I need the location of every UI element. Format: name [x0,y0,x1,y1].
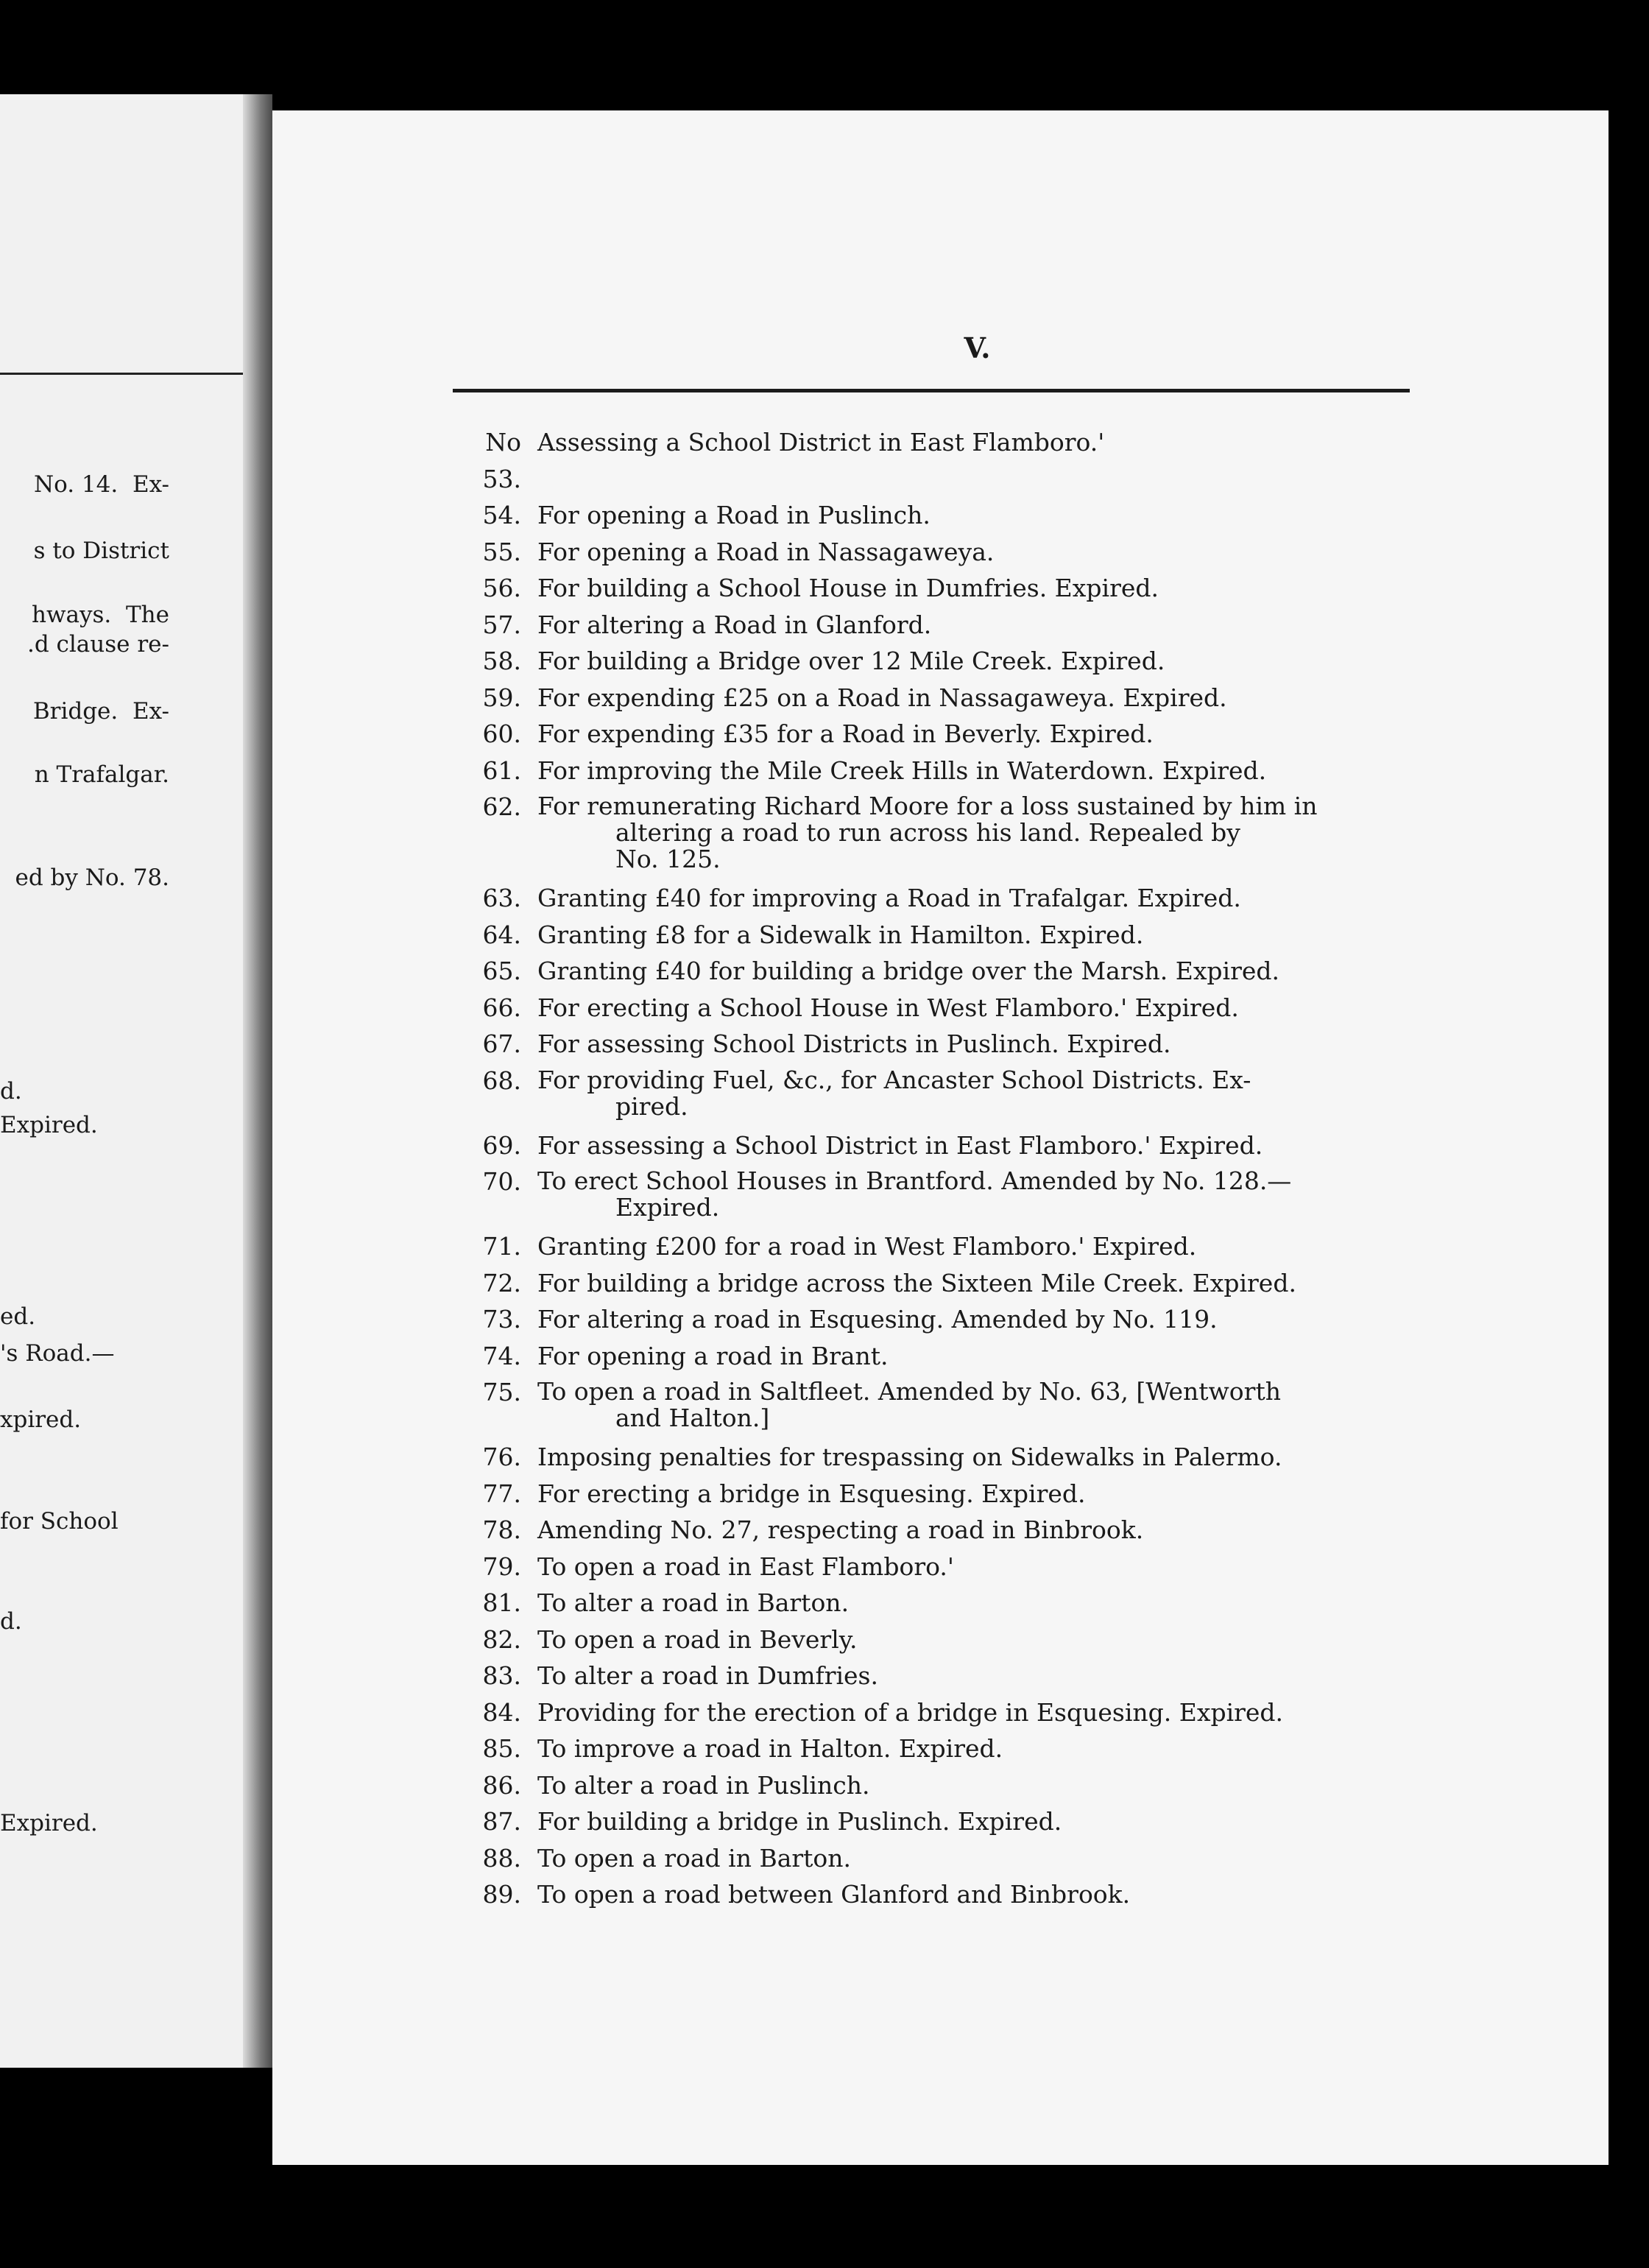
bylaw-entry [449,680,1450,716]
bylaw-description [537,1876,1450,1913]
bylaw-entry [449,1301,1450,1338]
bylaw-number: 58. [482,647,521,675]
bylaw-description-line: Providing for the erection of a bridge in Esquesing. Expired. [537,1697,1284,1727]
bylaw-description-line: To alter a road in Puslinch. [537,1770,870,1800]
bylaw-description [537,1026,1450,1063]
bylaw-entry [449,1803,1450,1840]
bylaw-description-line: For opening a road in Brant. [537,1341,889,1370]
bylaw-description-line: Granting £200 for a road in West Flamboro.' Expired. [537,1232,1197,1261]
bylaw-description-line: For building a School House in Dumfries. Expired. [537,574,1159,602]
bylaw-description-continuation: and Halton.] [615,1404,770,1432]
left-fragment-line: s to District [33,538,169,564]
bylaw-entry [449,789,1450,880]
bylaw-entry [449,990,1450,1026]
bylaw-number: No 53. [482,428,521,493]
bylaw-number: 85. [482,1734,521,1763]
bylaw-description [537,1767,1450,1804]
bylaw-description-line: For improving the Mile Creek Hills in Waterdown. Expired. [537,756,1267,785]
bylaw-description [537,1127,1450,1164]
bylaw-number: 74. [482,1341,521,1370]
bylaw-entry [449,424,1450,497]
bylaw-entry [449,570,1450,607]
bylaw-description [537,1694,1450,1731]
bylaw-entry [449,607,1450,644]
bylaw-description [537,1658,1450,1694]
bylaw-number: 79. [482,1552,521,1581]
bylaw-number: 56. [482,574,521,602]
bylaw-entry [449,1730,1450,1767]
bylaw-description-line: For expending £25 on a Road in Nassagaweya. Expired. [537,683,1227,712]
bylaw-description [537,753,1450,789]
bylaw-description [537,716,1450,753]
document-page [272,110,1609,2165]
bylaw-number: 55. [482,537,521,566]
bylaw-entry [449,1374,1450,1439]
left-fragment-line: Expired. [0,1810,98,1836]
bylaw-entry [449,1338,1450,1375]
bylaw-entry [449,1512,1450,1549]
bylaw-description [537,1338,1450,1375]
bylaw-number: 61. [482,756,521,785]
bylaw-entry [449,1549,1450,1585]
bylaw-number: 73. [482,1305,521,1334]
bylaw-entry [449,534,1450,571]
bylaw-description-line: For opening a Road in Puslinch. [537,501,931,529]
left-fragment-line: hways. The [32,602,169,628]
bylaw-description-continuation: No. 125. [615,845,721,873]
bylaw-number: 82. [482,1624,521,1654]
left-fragment-line: 's Road.— [0,1340,115,1367]
bylaw-number: 66. [482,993,521,1022]
bylaw-description-line: To alter a road in Barton. [537,1588,850,1617]
bylaw-description [537,1228,1450,1265]
left-fragment-line: .d clause re- [27,631,169,658]
bylaw-entry [449,1063,1450,1127]
bylaw-description [537,497,1450,534]
bylaw-description-line: To open a road between Glanford and Binbrook. [537,1880,1131,1909]
left-fragment-line: Bridge. Ex- [32,698,169,725]
bylaw-description [537,1374,1450,1439]
bylaw-number: 89. [482,1880,521,1909]
book-gutter [243,94,272,2068]
bylaw-description-line: For expending £35 for a Road in Beverly. Expired. [537,719,1154,748]
left-fragment-line: for School [0,1508,119,1535]
bylaw-entry [449,1476,1450,1512]
bylaw-description [537,424,1450,461]
bylaw-number: 86. [482,1770,521,1800]
bylaw-description-line: Amending No. 27, respecting a road in Binbrook. [537,1515,1144,1544]
bylaw-number: 62. [482,792,521,821]
bylaw-description [537,1621,1450,1658]
bylaw-entry [449,716,1450,753]
left-fragment-line: d. [0,1608,22,1635]
bylaw-number: 71. [482,1232,521,1261]
bylaw-entry [449,1127,1450,1164]
bylaw-description [537,680,1450,716]
bylaw-description [537,917,1450,954]
bylaw-entry [449,1163,1450,1228]
bylaw-description [537,880,1450,917]
bylaw-description-line: To alter a road in Dumfries. [537,1661,878,1690]
bylaw-description-line: For erecting a School House in West Flamboro.' Expired. [537,993,1239,1022]
bylaw-number: 65. [482,957,521,985]
header-rule [453,389,1410,392]
bylaw-entry [449,1439,1450,1476]
bylaw-description-line: To open a road in Barton. [537,1843,852,1873]
bylaw-number: 68. [482,1066,521,1095]
bylaw-description-line: Granting £40 for building a bridge over the Marsh. Expired. [537,957,1280,985]
bylaw-entry [449,1658,1450,1694]
left-fragment-line: ed. [0,1303,36,1330]
bylaw-entry [449,880,1450,917]
bylaw-number: 81. [482,1588,521,1617]
left-fragment-line: xpired. [0,1406,82,1433]
bylaw-number: 57. [482,610,521,639]
bylaw-description-line: For opening a Road in Nassagaweya. [537,537,995,566]
bylaw-description [537,1840,1450,1877]
bylaw-entry [449,1840,1450,1877]
bylaw-description [537,607,1450,644]
bylaw-description [537,1549,1450,1585]
bylaw-entry [449,1767,1450,1804]
left-fragment-line: Expired. [0,1112,98,1138]
previous-page-fragment [0,94,243,2068]
bylaw-description-line: To erect School Houses in Brantford. Amended by No. 128.— [537,1166,1292,1195]
bylaw-description-line: To open a road in Saltfleet. Amended by No. 63, [Wentworth [537,1377,1281,1406]
bylaw-number: 64. [482,920,521,949]
bylaw-number: 84. [482,1697,521,1727]
bylaw-number: 63. [482,884,521,912]
bylaw-description-line: For remunerating Richard Moore for a loss sustained by him in [537,792,1318,820]
bylaw-description [537,534,1450,571]
bylaw-description-continuation: pired. [615,1091,688,1121]
bylaw-number: 88. [482,1843,521,1873]
bylaw-description [537,1730,1450,1767]
bylaw-number: 76. [482,1443,521,1471]
left-fragment-line: No. 14. Ex- [33,471,169,498]
bylaw-number: 87. [482,1807,521,1836]
bylaw-description-line: For building a bridge across the Sixteen Mile Creek. Expired. [537,1268,1296,1297]
left-fragment-line: d. [0,1078,22,1105]
bylaw-list [449,424,1450,1913]
bylaw-description-line: To improve a road in Halton. Expired. [537,1734,1003,1763]
bylaw-description-line: For altering a Road in Glanford. [537,610,932,639]
bylaw-entry [449,1621,1450,1658]
left-fragment-line: ed by No. 78. [15,864,169,891]
bylaw-description [537,1063,1450,1127]
bylaw-description [537,789,1450,880]
page-number: V. [964,331,991,364]
bylaw-entry [449,1585,1450,1621]
bylaw-description-line: To open a road in Beverly. [537,1624,858,1654]
bylaw-number: 78. [482,1515,521,1544]
bylaw-description [537,1476,1450,1512]
bylaw-entry [449,497,1450,534]
bylaw-number: 70. [482,1167,521,1196]
bylaw-number: 69. [482,1130,521,1160]
bylaw-entry [449,1026,1450,1063]
bylaw-description-line: For building a bridge in Puslinch. Expired. [537,1807,1062,1836]
bylaw-entry [449,1876,1450,1913]
bylaw-entry [449,1265,1450,1302]
bylaw-entry [449,643,1450,680]
bylaw-number: 54. [482,501,521,529]
bylaw-description [537,570,1450,607]
previous-page-rule [0,373,243,375]
bylaw-description [537,1439,1450,1476]
bylaw-description-line: Assessing a School District in East Flamboro.' [537,428,1105,457]
bylaw-description-continuation: altering a road to run across his land. Repealed by [615,818,1240,847]
bylaw-description [537,990,1450,1026]
bylaw-number: 59. [482,683,521,712]
left-fragment-line: n Trafalgar. [34,761,169,788]
bylaw-entry [449,953,1450,990]
bylaw-description [537,1585,1450,1621]
bylaw-description-line: To open a road in East Flamboro.' [537,1552,954,1581]
bylaw-description-line: For assessing School Districts in Puslinch. Expired. [537,1029,1171,1058]
bylaw-description-continuation: Expired. [615,1193,720,1222]
bylaw-description-line: Granting £8 for a Sidewalk in Hamilton. Expired. [537,920,1144,949]
bylaw-description-line: For building a Bridge over 12 Mile Creek. Expired. [537,647,1165,675]
bylaw-number: 83. [482,1661,521,1690]
bylaw-number: 67. [482,1029,521,1058]
bylaw-number: 60. [482,719,521,748]
bylaw-description-line: For erecting a bridge in Esquesing. Expired. [537,1479,1086,1508]
bylaw-entry [449,1228,1450,1265]
bylaw-description [537,953,1450,990]
bylaw-number: 77. [482,1479,521,1508]
bylaw-description-line: For assessing a School District in East Flamboro.' Expired. [537,1130,1263,1160]
bylaw-number: 72. [482,1268,521,1297]
bylaw-description [537,1803,1450,1840]
bylaw-number: 75. [482,1378,521,1406]
bylaw-description [537,643,1450,680]
bylaw-description [537,1163,1450,1228]
bylaw-entry [449,917,1450,954]
bylaw-description-line: For altering a road in Esquesing. Amended by No. 119. [537,1305,1218,1334]
bylaw-description [537,1301,1450,1338]
bylaw-description [537,1265,1450,1302]
bylaw-description-line: Imposing penalties for trespassing on Sidewalks in Palermo. [537,1443,1282,1471]
bylaw-description [537,1512,1450,1549]
bylaw-description-line: For providing Fuel, &c., for Ancaster School Districts. Ex- [537,1065,1251,1094]
bylaw-description-line: Granting £40 for improving a Road in Trafalgar. Expired. [537,884,1241,912]
bylaw-entry [449,753,1450,789]
bylaw-entry [449,1694,1450,1731]
